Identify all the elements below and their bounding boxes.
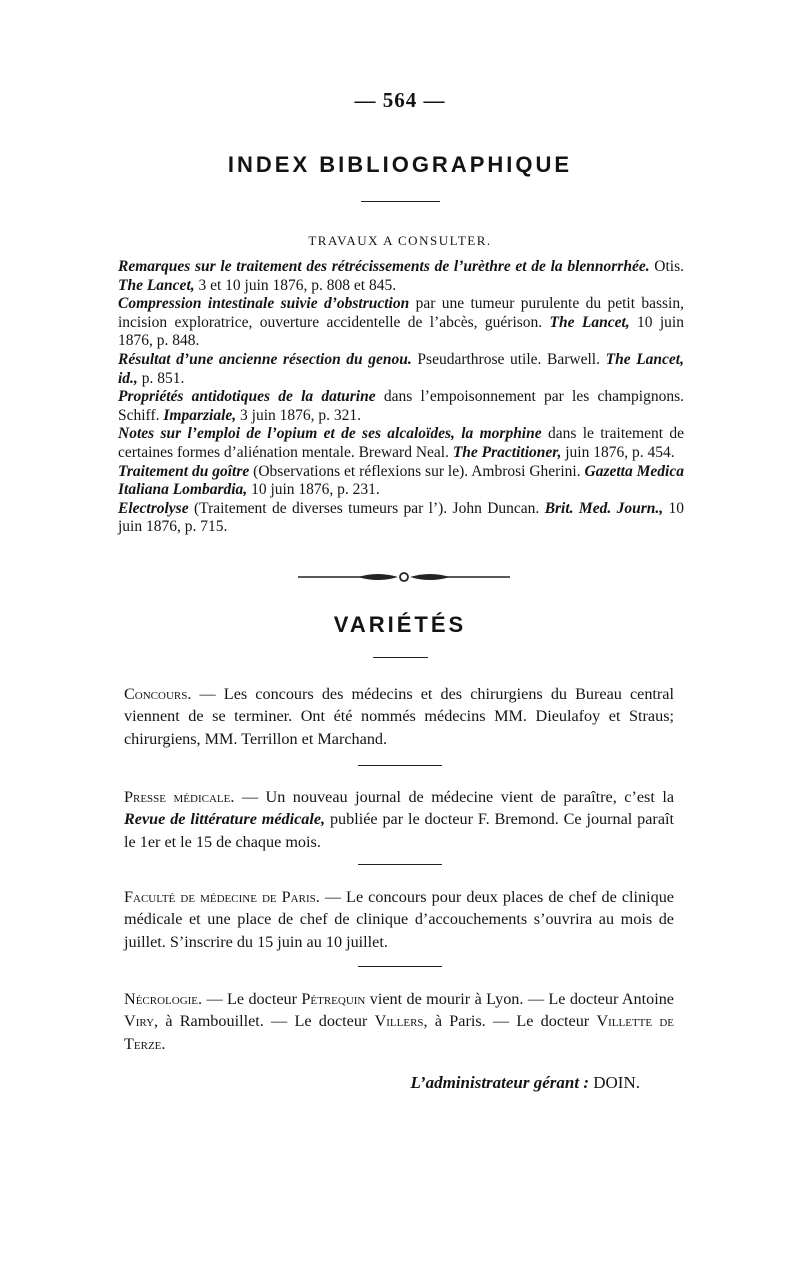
page-number: — 564 — <box>354 88 446 112</box>
bibliography-entry: Propriétés antidotiques de la daturine dans l’empoisonnement par les champignons. Schiff. Imparziale, 3 juin 1876, p. 321. <box>118 388 684 424</box>
section-rule <box>358 765 442 766</box>
paragraph-presse: Presse médicale. — Un nouveau journal de médecine vient de paraître, c’est la Revue de littérature médicale, publiée par le docteur F. Bremond. Ce journal paraît le 1er et le 15 de chaque mois. <box>124 788 674 851</box>
index-subtitle: TRAVAUX A CONSULTER. <box>308 233 492 248</box>
bibliography-entry: Notes sur l’emploi de l’opium et de ses alcaloïdes, la morphine dans le traitement de certaines formes d’aliénation mentale. Breward Neal. The Practitioner, juin 1876, p. 454. <box>118 425 684 461</box>
section-rule <box>358 864 442 865</box>
paragraph-necrologie: Nécrologie. — Le docteur Pétrequin vient de mourir à Lyon. — Le docteur Antoine Viry, à Rambouillet. — Le docteur Villers, à Paris. — Le docteur Villette de Terze. <box>124 990 675 1053</box>
bibliography-entry: Remarques sur le traitement des rétrécissements de l’urèthre et de la blennorrhée. Otis. The Lancet, 3 et 10 juin 1876, p. 808 et 845. <box>118 258 684 294</box>
bibliography-entry: Electrolyse (Traitement de diverses tumeurs par l’). John Duncan. Brit. Med. Journ., 10 juin 1876, p. 715. <box>118 499 685 536</box>
bibliography-list <box>118 258 684 537</box>
varietes-title: VARIÉTÉS <box>333 612 467 637</box>
bibliography-entry: Résultat d’une ancienne résection du genou. Pseudarthrose utile. Barwell. The Lancet, id., p. 851. <box>118 350 684 387</box>
paragraph-faculte: Faculté de médecine de Paris. — Le concours pour deux places de chef de clinique médicale et une place de chef de clinique d’accouchements s’ouvrira au mois de juillet. S’inscrire du 15 juin au 10 juillet. <box>124 888 674 951</box>
bibliography-entry: Traitement du goître (Observations et réflexions sur le). Ambrosi Gherini. Gazetta Medica Italiana Lombardia, 10 juin 1876, p. 231. <box>118 462 684 499</box>
title-rule <box>361 201 440 202</box>
varietes-rule <box>373 657 428 658</box>
signature: L’administrateur gérant : DOIN. <box>410 1073 640 1092</box>
ornament-divider <box>298 566 510 588</box>
index-title: INDEX BIBLIOGRAPHIQUE <box>227 152 573 177</box>
section-rule <box>358 966 442 967</box>
bibliography-entry: Compression intestinale suivie d’obstruction par une tumeur purulente du petit bassin, incision exploratrice, ouverture accidentelle de l’abcès, guérison. The Lancet, 10 juin 1876, p. 848. <box>118 295 684 350</box>
paragraph-concours: Concours. — Les concours des médecins et des chirurgiens du Bureau central viennent de se terminer. Ont été nommés médecins MM. Dieulafoy et Straus; chirurgiens, MM. Terrillon et Marchand. <box>124 685 674 748</box>
